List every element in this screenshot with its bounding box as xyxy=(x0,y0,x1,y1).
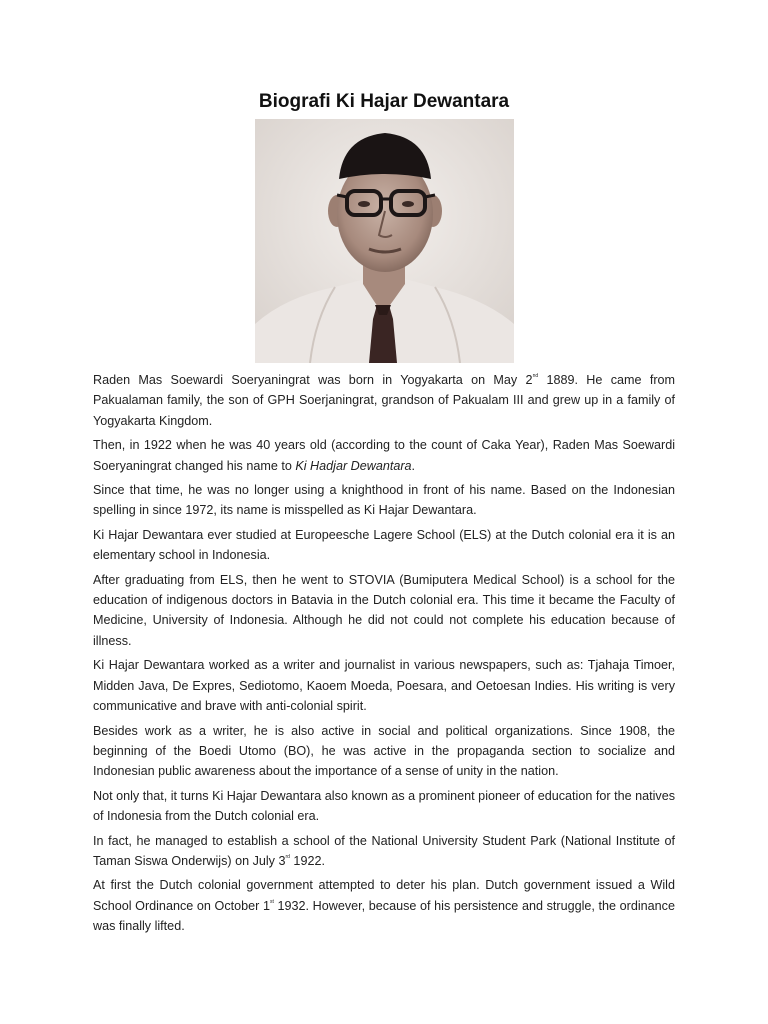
biography-text xyxy=(93,370,675,941)
paragraph-els: Ki Hajar Dewantara ever studied at Europeesche Lagere School (ELS) at the Dutch colonial era it is an elementary school in Indonesia. xyxy=(93,527,675,563)
paragraph-birth: Raden Mas Soewardi Soeryaningrat was born in Yogyakarta on May 2nd 1889. He came from Pakualaman family, the son of GPH Soerjaningrat, grandson of Pakualam III and grew up in a family of Yogyakarta Kingdom. xyxy=(93,373,676,428)
paragraph-education-pioneer: Not only that, it turns Ki Hajar Dewantara also known as a prominent pioneer of education for the natives of Indonesia from the Dutch colonial era. xyxy=(93,788,675,824)
paragraph-stovia: After graduating from ELS, then he went to STOVIA (Bumiputera Medical School) is a school for the education of indigenous doctors in Batavia in the Dutch colonial era. This time it became the Faculty of Medicine, University of Indonesia. Although he did not could not complete his education because of illness. xyxy=(93,572,675,648)
paragraph-ordinance: At first the Dutch colonial government attempted to deter his plan. Dutch government issued a Wild School Ordinance on October 1st 1932. However, because of his persistence and struggle, the ordinance was finally lifted. xyxy=(93,878,675,934)
paragraph-spelling: Since that time, he was no longer using a knighthood in front of his name. Based on the Indonesian spelling in since 1972, its name is misspelled as Ki Hajar Dewantara. xyxy=(93,483,675,518)
paragraph-name-change: Then, in 1922 when he was 40 years old (according to the count of Caka Year), Raden Mas Soewardi Soeryaningrat changed his name to Ki Hadjar Dewantara. xyxy=(93,438,675,473)
document-title: Biografi Ki Hajar Dewantara xyxy=(258,91,510,112)
paragraph-taman-siswa: In fact, he managed to establish a school of the National University Student Park (National Institute of Taman Siswa Onderwijs) on July 3rd 1922. xyxy=(93,833,675,868)
paragraph-journalist: Ki Hajar Dewantara worked as a writer and journalist in various newspapers, such as: Tjahaja Timoer, Midden Java, De Expres, Sediotomo, Kaoem Moeda, Poesara, and Oetoesan Indies. His writing is very communicative and brave with anti-colonial spirit. xyxy=(93,658,675,714)
paragraph-organizations: Besides work as a writer, he is also active in social and political organizations. Since 1908, the beginning of the Boedi Utomo (BO), he was active in the propaganda section to socialize and Indonesian public awareness about the importance of a sense of unity in the nation. xyxy=(93,723,675,779)
portrait-photo xyxy=(255,119,514,363)
